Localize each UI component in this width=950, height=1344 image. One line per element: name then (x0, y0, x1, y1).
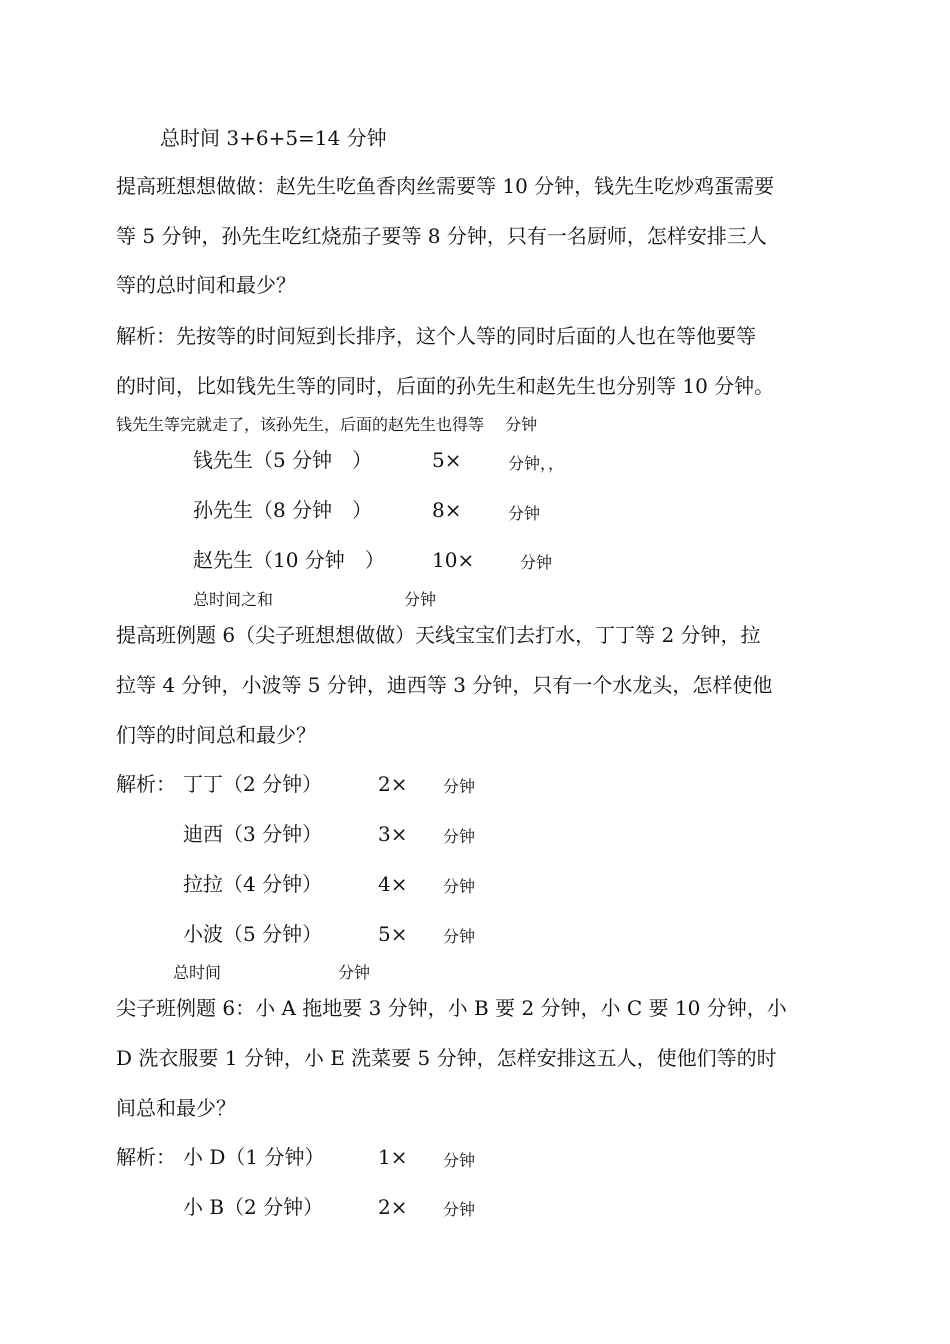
row-name: 小 B（2 分钟） (183, 1195, 324, 1219)
total-unit: 分钟 (404, 590, 437, 609)
row-mult: 5× (378, 922, 408, 946)
row-mult: 3× (378, 822, 408, 846)
row-unit: 分钟，， (508, 454, 565, 473)
row-name: 拉拉（4 分钟） (183, 872, 323, 896)
row-unit: 分钟 (443, 927, 476, 946)
row-mult: 2× (378, 1195, 408, 1219)
row-name: 丁丁（2 分钟） (183, 772, 323, 796)
text-line: 间总和最少？ (116, 1096, 236, 1120)
text-line: 等 5 分钟，孙先生吃红烧茄子要等 8 分钟，只有一名厨师，怎样安排三人 (116, 224, 767, 248)
text-line: 拉等 4 分钟，小波等 5 分钟，迪西等 3 分钟，只有一个水龙头，怎样使他 (116, 673, 773, 697)
text-line: 尖子班例题 6：小 A 拖地要 3 分钟，小 B 要 2 分钟，小 C 要 10 分钟，小 (116, 996, 787, 1020)
analysis-prefix: 解析： (116, 772, 176, 796)
total-label: 总时间 (173, 963, 222, 982)
row-name: 小 D（1 分钟） (183, 1145, 325, 1169)
text-line: 解析：先按等的时间短到长排序，这个人等的同时后面的人也在等他要等 (116, 324, 756, 348)
text-line: 提高班例题 6（尖子班想想做做）天线宝宝们去打水，丁丁等 2 分钟，拉 (116, 623, 761, 647)
text-line: 提高班想想做做：赵先生吃鱼香肉丝需要等 10 分钟，钱先生吃炒鸡蛋需要 (116, 174, 775, 198)
row-name: 小波（5 分钟） (183, 922, 323, 946)
row-unit: 分钟 (443, 1151, 476, 1170)
row-name: 赵先生（10 分钟 ） (193, 548, 385, 572)
text-line: 钱先生等完就走了，该孙先生，后面的赵先生也得等 分钟 (116, 415, 538, 434)
row-unit: 分钟 (520, 553, 553, 572)
text-line: 总时间 3+6+5=14 分钟 (160, 126, 387, 150)
total-unit: 分钟 (338, 963, 371, 982)
text-line: D 洗衣服要 1 分钟，小 E 洗菜要 5 分钟，怎样安排这五人，使他们等的时 (116, 1046, 777, 1070)
row-unit: 分钟 (443, 877, 476, 896)
row-mult: 5× (432, 448, 462, 472)
row-mult: 10× (432, 548, 475, 572)
text-line: 们等的时间总和最少？ (116, 723, 316, 747)
text-line: 等的总时间和最少？ (116, 273, 296, 297)
row-mult: 2× (378, 772, 408, 796)
row-mult: 4× (378, 872, 408, 896)
text-line: 的时间，比如钱先生等的同时，后面的孙先生和赵先生也分别等 10 分钟。 (116, 374, 775, 398)
row-mult: 8× (432, 498, 462, 522)
row-name: 孙先生（8 分钟 ） (193, 498, 373, 522)
total-label: 总时间之和 (193, 590, 274, 609)
row-unit: 分钟 (443, 777, 476, 796)
analysis-prefix: 解析： (116, 1145, 176, 1169)
row-name: 钱先生（5 分钟 ） (193, 448, 373, 472)
row-mult: 1× (378, 1145, 408, 1169)
row-unit: 分钟 (508, 504, 541, 523)
row-unit: 分钟 (443, 827, 476, 846)
row-name: 迪西（3 分钟） (183, 822, 323, 846)
row-unit: 分钟 (443, 1200, 476, 1219)
